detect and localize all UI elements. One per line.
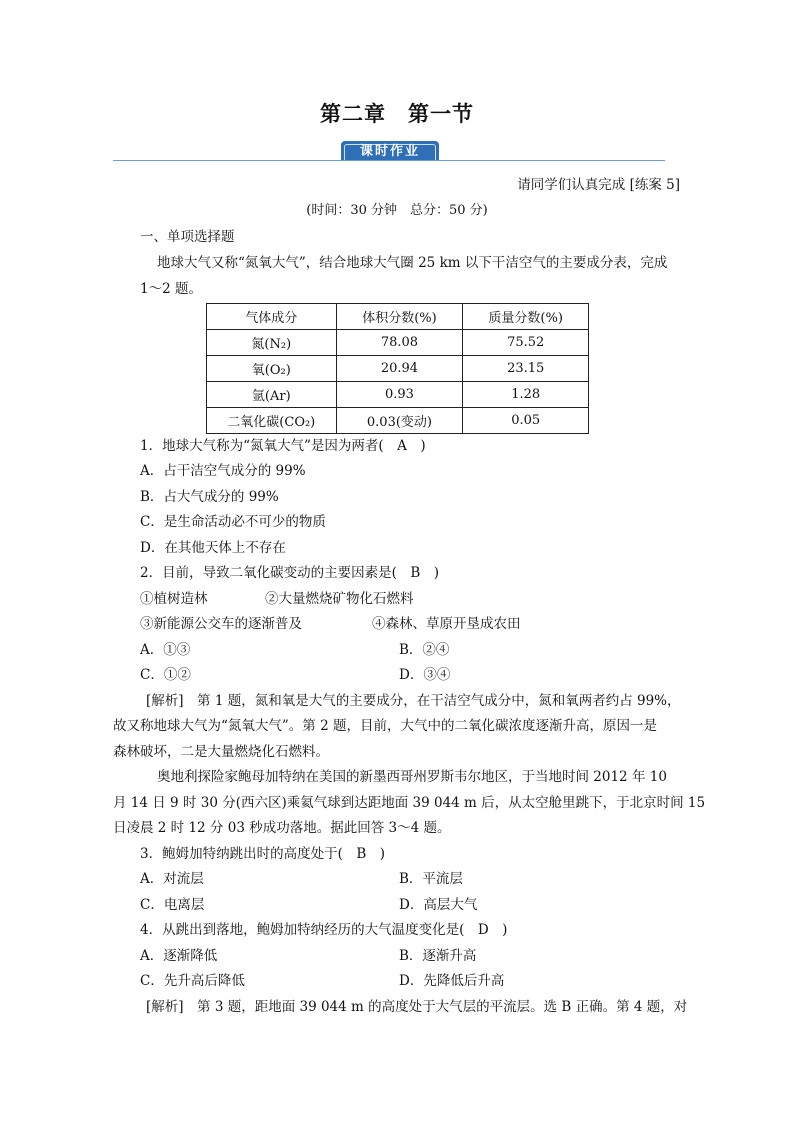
- q2-statement-1: ①植树造林: [140, 591, 208, 607]
- table-header: 气体成分: [207, 304, 337, 330]
- intro2-line1: 奥地利探险家鲍母加特纳在美国的新墨西哥州罗斯韦尔地区，于当地时间 2012 年 10: [157, 769, 667, 785]
- q2-option-a: A．①③: [140, 642, 191, 658]
- q2-option-d: D．③④: [399, 667, 451, 683]
- table-row: [207, 382, 589, 408]
- q3-option-d: D．高层大气: [399, 897, 478, 913]
- q3-option-a: A．对流层: [140, 871, 204, 887]
- analysis1-line1: [解析] 第 1 题，氮和氧是大气的主要成分，在干洁空气成分中，氮和氧两者约占 99%，: [146, 693, 681, 709]
- table-header: 质量分数(%): [463, 304, 589, 330]
- intro1-line1: 地球大气又称“氮氧大气”，结合地球大气圈 25 km 以下干洁空气的主要成分表，完成: [157, 255, 668, 271]
- intro2-line3: 日凌晨 2 时 12 分 03 秒成功落地。据此回答 3～4 题。: [113, 820, 451, 836]
- table-row: [207, 330, 589, 356]
- q2-option-b: B．②④: [399, 642, 450, 658]
- table-cell: 1.28: [463, 382, 589, 408]
- table-cell: 0.03(变动): [336, 408, 463, 434]
- table-cell: 氩(Ar): [207, 382, 337, 408]
- q2-option-c: C．①②: [140, 667, 191, 683]
- q1-stem: 1．地球大气称为“氮氧大气”是因为两者( A ): [140, 438, 426, 454]
- q2-statement-2: ②大量燃烧矿物化石燃料: [265, 591, 414, 607]
- table-cell: 氮(N₂): [207, 330, 337, 356]
- table-cell: 氧(O₂): [207, 356, 337, 382]
- q1-option-c: C．是生命活动必不可少的物质: [140, 514, 326, 530]
- q2-statement-3: ③新能源公交车的逐渐普及: [140, 616, 302, 632]
- badge-label: 课时作业: [359, 144, 420, 159]
- section-heading: 一、单项选择题: [140, 229, 235, 245]
- q1-option-a: A．占干洁空气成分的 99%: [140, 463, 306, 479]
- table-cell: 0.05: [463, 408, 589, 434]
- q2-stem: 2．目前，导致二氧化碳变动的主要因素是( B ): [140, 565, 440, 581]
- intro2-line2: 月 14 日 9 时 30 分(西六区)乘氦气球到达距地面 39 044 m 后，从太空舱里跳下，于北京时间 15: [113, 795, 706, 811]
- analysis2-line1: [解析] 第 3 题，距地面 39 044 m 的高度处于大气层的平流层。选 B 正确。第 4 题，对: [146, 999, 688, 1015]
- q1-option-b: B．占大气成分的 99%: [140, 489, 279, 505]
- q3-option-c: C．电离层: [140, 897, 205, 913]
- q1-option-d: D．在其他天体上不存在: [140, 540, 286, 556]
- q3-option-b: B．平流层: [399, 871, 463, 887]
- table-row: [207, 356, 589, 382]
- table-cell: 20.94: [336, 356, 463, 382]
- analysis1-line2: 故又称地球大气为“氮氧大气”。第 2 题，目前，大气中的二氧化碳浓度逐渐升高，原因一是: [113, 718, 657, 734]
- q3-stem: 3．鲍姆加特纳跳出时的高度处于( B ): [140, 846, 386, 862]
- q4-option-d: D．先降低后升高: [399, 973, 505, 989]
- q2-statement-4: ④森林、草原开垦成农田: [372, 616, 521, 632]
- homework-badge: [341, 141, 439, 161]
- q4-option-a: A．逐渐降低: [140, 948, 218, 964]
- analysis1-line3: 森林破坏，二是大量燃烧化石燃料。: [113, 744, 329, 760]
- gas-composition-table: [206, 303, 589, 434]
- intro1-line2: 1～2 题。: [140, 281, 202, 297]
- table-cell: 0.93: [336, 382, 463, 408]
- table-header-row: [207, 304, 589, 330]
- q4-stem: 4．从跳出到落地，鲍姆加特纳经历的大气温度变化是( D ): [140, 922, 508, 938]
- chapter-title: 第二章 第一节: [320, 102, 474, 126]
- table-cell: 78.08: [336, 330, 463, 356]
- table-cell: 75.52: [463, 330, 589, 356]
- practice-note: 请同学们认真完成 [练案 5]: [517, 177, 680, 193]
- table-row: [207, 408, 589, 434]
- table-header: 体积分数(%): [336, 304, 463, 330]
- q4-option-b: B．逐渐升高: [399, 948, 477, 964]
- header-rule: [113, 160, 665, 161]
- q4-option-c: C．先升高后降低: [140, 973, 245, 989]
- table-cell: 23.15: [463, 356, 589, 382]
- table-cell: 二氧化碳(CO₂): [207, 408, 337, 434]
- time-score-note: (时间：30 分钟 总分：50 分): [306, 203, 488, 218]
